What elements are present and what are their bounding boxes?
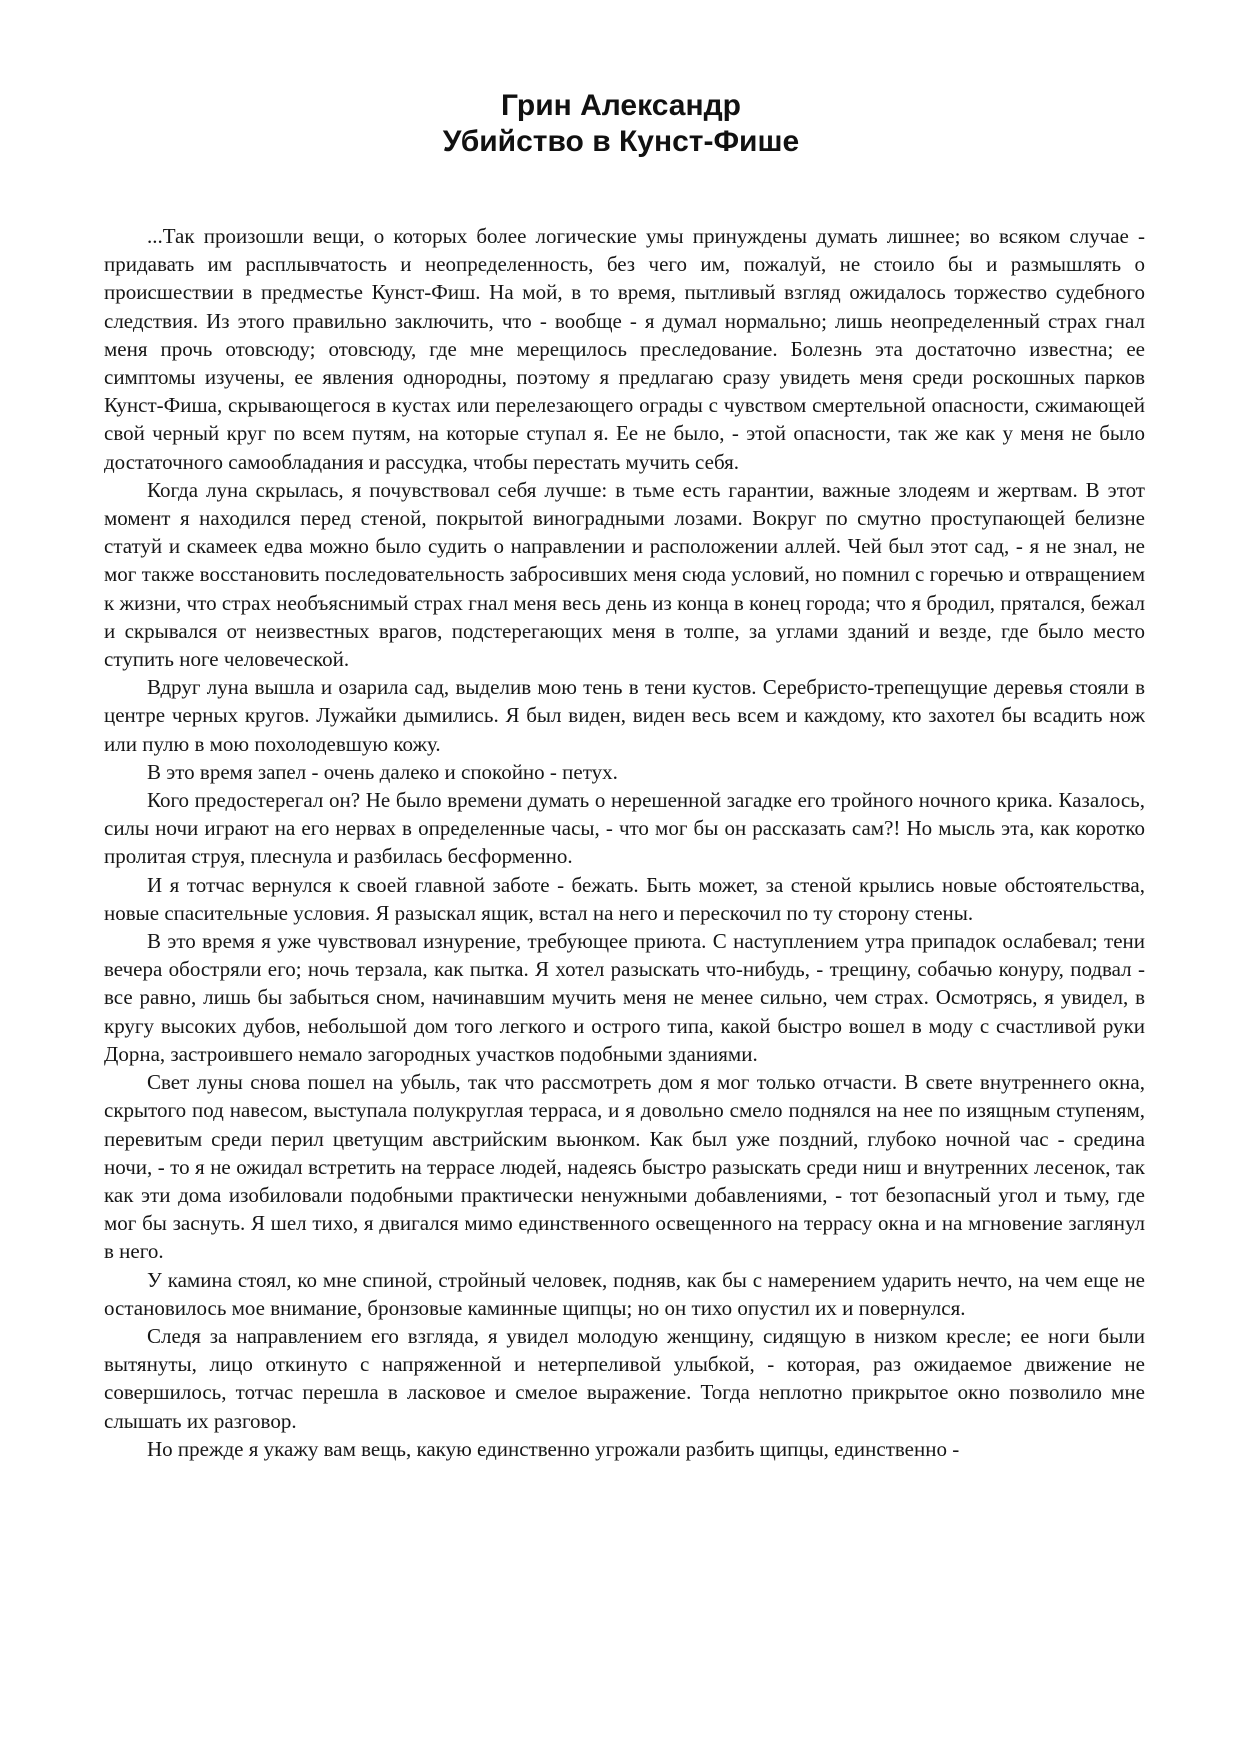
title-block bbox=[0, 88, 1242, 160]
author-name: Грин Александр bbox=[501, 89, 741, 122]
paragraph: И я тотчас вернулся к своей главной заботе - бежать. Быть может, за стеной крылись новые обстоятельства, новые спасительные условия. Я разыскал ящик, встал на него и перескочил по ту сторону стены. bbox=[104, 872, 1145, 925]
paragraph: Свет луны снова пошел на убыль, так что рассмотреть дом я мог только отчасти. В свете внутреннего окна, скрытого под навесом, выступала полукруглая терраса, и я довольно смело поднялся на нее по изящным ступеням, перевитым среди перил цветущим австрийским вьюнком. Как был уже поздний, глубоко ночной час - средина ночи, - то я не ожидал встретить на террасе людей, надеясь быстро разыскать среди ниш и внутренних лесенок, так как эти дома изобиловали подобными практически ненужными добавлениями, - тот безопасный угол и тьму, где мог бы заснуть. Я шел тихо, я двигался мимо единственного освещенного на террасу окна и на мгновение заглянул в него. bbox=[104, 1070, 1145, 1264]
document-title: Убийство в Кунст-Фише bbox=[442, 125, 800, 158]
paragraph: ...Так произошли вещи, о которых более логические умы принуждены думать лишнее; во всяком случае - придавать им расплывчатость и неопределенность, без чего им, пожалуй, не стоило бы и размышлять о происшествии в предместье Кунст-Фиш. На мой, в то время, пытливый взгляд ожидалось торжество судебного следствия. Из этого правильно заключить, что - вообще - я думал нормально; лишь неопределенный страх гнал меня прочь отовсюду; отовсюду, где мне мерещилось преследование. Болезнь эта достаточно известна; ее симптомы изучены, ее явления однородны, поэтому я предлагаю сразу увидеть меня среди роскошных парков Кунст-Фиша, скрывающегося в кустах или перелезающего ограды с чувством смертельной опасности, сжимающей свой черный круг по всем путям, на которые ступал я. Ее не было, - этой опасности, так же как у меня не было достаточного самообладания и рассудка, чтобы перестать мучить себя. bbox=[104, 224, 1145, 474]
paragraph: Но прежде я укажу вам вещь, какую единственно угрожали разбить щипцы, единственно - bbox=[147, 1436, 960, 1461]
paragraph: Когда луна скрылась, я почувствовал себя лучше: в тьме есть гарантии, важные злодеям и жертвам. В этот момент я находился перед стеной, покрытой виноградными лозами. Вокруг по смутно проступающей белизне статуй и скамеек едва можно было судить о направлении и расположении аллей. Чей был этот сад, - я не знал, не мог также восстановить последовательность забросивших меня сюда условий, но помнил с горечью и отвращением к жизни, что страх необъяснимый страх гнал меня весь день из конца в конец города; что я бродил, прятался, бежал и скрывался от неизвестных врагов, подстерегающих меня в толпе, за углами зданий и везде, где было место ступить ноге человеческой. bbox=[104, 477, 1145, 672]
paragraph: Кого предостерегал он? Не было времени думать о нерешенной загадке его тройного ночного крика. Казалось, силы ночи играют на его нервах в определенные часы, - что мог бы он рассказать сам?! Но мысль эта, как коротко пролитая струя, плеснула и разбилась бесформенно. bbox=[104, 788, 1145, 869]
body-text bbox=[104, 222, 1145, 1463]
paragraph: В это время я уже чувствовал изнурение, требующее приюта. С наступлением утра припадок ослабевал; тени вечера обостряли его; ночь терзала, как пытка. Я хотел разыскать что-нибудь, - трещину, собачью конуру, подвал - все равно, лишь бы забыться сном, начинавшим мучить меня не менее сильно, чем страх. Осмотрясь, я увидел, в кругу высоких дубов, небольшой дом того легкого и острого типа, какой быстро вошел в моду с счастливой руки Дорна, застроившего немало загородных участков подобными зданиями. bbox=[104, 929, 1145, 1066]
paragraph: В это время запел - очень далеко и спокойно - петух. bbox=[147, 759, 618, 784]
paragraph: Следя за направлением его взгляда, я увидел молодую женщину, сидящую в низком кресле; ее ноги были вытянуты, лицо откинуто с напряженной и нетерпеливой улыбкой, - которая, раз ожидаемое движение не совершилось, тотчас перешла в ласковое и смелое выражение. Тогда неплотно прикрытое окно позволило мне слышать их разговор. bbox=[104, 1323, 1145, 1433]
paragraph: Вдруг луна вышла и озарила сад, выделив мою тень в тени кустов. Серебристо-трепещущие деревья стояли в центре черных кругов. Лужайки дымились. Я был виден, виден весь всем и каждому, кто захотел бы всадить нож или пулю в мою похолодевшую кожу. bbox=[104, 675, 1145, 756]
paragraph: У камина стоял, ко мне спиной, стройный человек, подняв, как бы с намерением ударить нечто, на чем еще не остановилось мое внимание, бронзовые каминные щипцы; но он тихо опустил их и повернулся. bbox=[104, 1267, 1145, 1320]
